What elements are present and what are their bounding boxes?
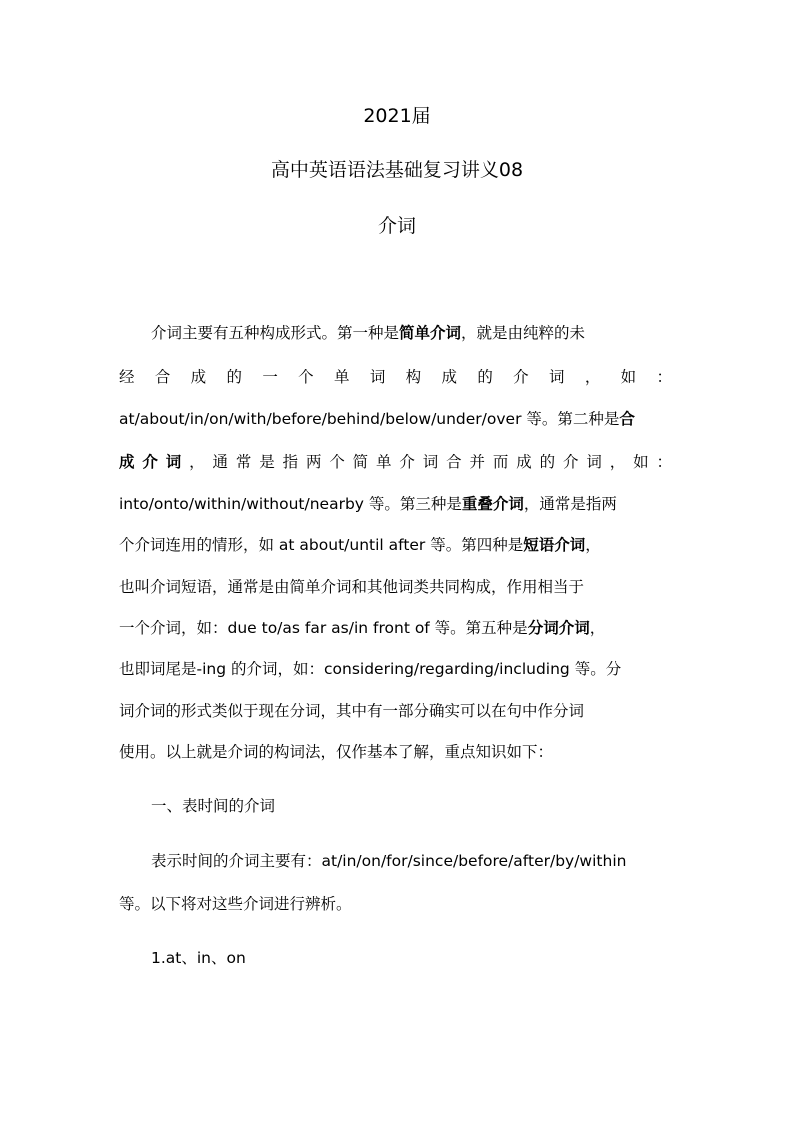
section1-paragraph-line-2: 等。以下将对这些介词进行辨析。: [119, 895, 352, 913]
document-year: 2021届: [363, 105, 431, 127]
intro-line-10: 词介词的形式类似于现在分词，其中有一部分确实可以在句中作分词: [119, 702, 585, 720]
intro-line-4: 成介词，通常是指两个简单介词合并而成的介词，如：: [119, 453, 672, 471]
document-title: 高中英语语法基础复习讲义08: [270, 159, 524, 181]
intro-line-7: 也叫介词短语，通常是由简单介词和其他词类共同构成，作用相当于: [119, 578, 585, 596]
intro-line-5: into/onto/within/without/nearby 等。第三种是重叠介词，通常是指两: [119, 495, 617, 513]
intro-line-8: 一个介词，如：due to/as far as/in front of 等。第五种是分词介词，: [119, 619, 606, 637]
intro-line-2: 经 合 成 的 一 个 单 词 构 成 的 介 词 ， 如 ：: [119, 368, 672, 386]
intro-line-9: 也即词尾是-ing 的介词，如：considering/regarding/including 等。分: [119, 660, 622, 678]
section1-item-1: 1.at、in、on: [151, 949, 246, 967]
document-subtitle: 介词: [377, 215, 416, 237]
section1-paragraph-line-1: 表示时间的介词主要有：at/in/on/for/since/before/after/by/within: [151, 852, 627, 870]
intro-line-11: 使用。以上就是介词的构词法，仅作基本了解，重点知识如下：: [119, 743, 554, 761]
intro-line-6: 个介词连用的情形，如 at about/until after 等。第四种是短语介词，: [119, 536, 601, 554]
intro-line-1: 介词主要有五种构成形式。第一种是简单介词，就是由纯粹的未: [151, 324, 586, 342]
section-heading-time-prepositions: 一、表时间的介词: [151, 797, 276, 815]
intro-line-3: at/about/in/on/with/before/behind/below/under/over 等。第二种是合: [119, 410, 635, 428]
